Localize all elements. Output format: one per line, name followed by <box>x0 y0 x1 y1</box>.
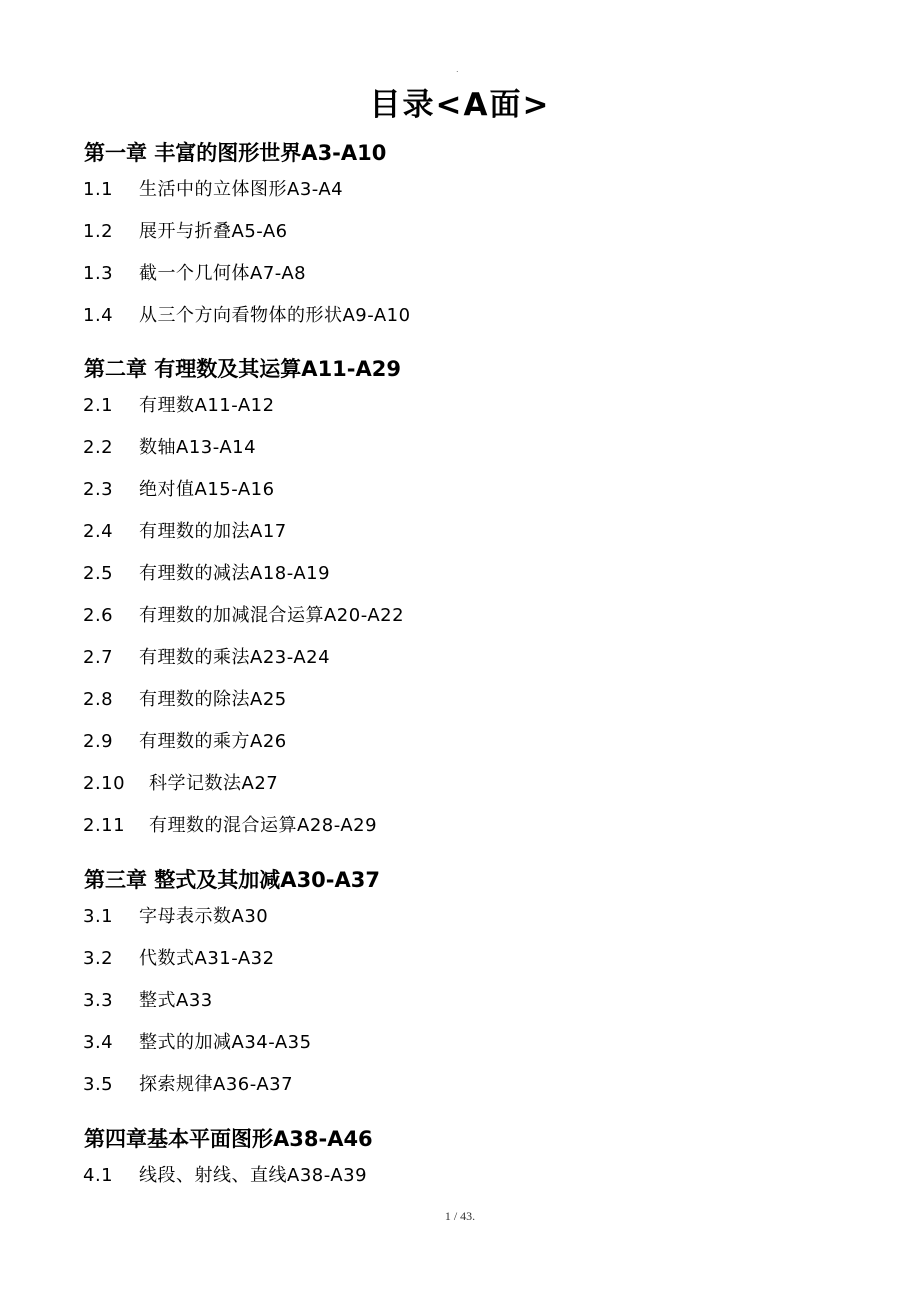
page-number: 1 / 43. <box>444 1209 476 1223</box>
section-title: 从三个方向看物体的形状A9-A10 <box>139 305 411 326</box>
toc-entry <box>83 946 275 972</box>
section-number: 4.1 <box>83 1165 114 1186</box>
section-number: 2.7 <box>83 647 114 668</box>
toc-entry <box>83 1072 293 1098</box>
section-number: 1.4 <box>83 305 114 326</box>
section-number: 3.2 <box>83 948 114 969</box>
toc-entry <box>83 261 306 287</box>
section-title: 数轴A13-A14 <box>139 437 257 458</box>
section-title: 截一个几何体A7-A8 <box>139 263 307 284</box>
page-title: 目录<A面> <box>369 87 551 123</box>
section-title: 有理数的减法A18-A19 <box>139 563 331 584</box>
section-number: 2.6 <box>83 605 114 626</box>
section-number: 2.4 <box>83 521 114 542</box>
section-number: 1.2 <box>83 221 114 242</box>
toc-entry <box>83 519 287 545</box>
toc-entry <box>83 219 288 245</box>
toc-entry <box>83 603 404 629</box>
chapter-heading: 第三章 整式及其加减A30-A37 <box>84 868 380 892</box>
toc-entry <box>83 435 256 461</box>
section-number: 3.4 <box>83 1032 114 1053</box>
chapter-heading: 第四章基本平面图形A38-A46 <box>84 1127 373 1151</box>
section-number: 2.3 <box>83 479 114 500</box>
toc-entry <box>83 988 213 1014</box>
section-number: 2.1 <box>83 395 114 416</box>
section-title: 有理数的除法A25 <box>139 689 287 710</box>
section-number: 2.9 <box>83 731 114 752</box>
chapter-heading: 第一章 丰富的图形世界A3-A10 <box>84 141 387 165</box>
section-number: 3.5 <box>83 1074 114 1095</box>
toc-entry <box>83 687 287 713</box>
section-title: 有理数A11-A12 <box>139 395 275 416</box>
section-number: 2.11 <box>83 815 126 836</box>
toc-entry <box>83 561 330 587</box>
toc-entry <box>83 771 278 797</box>
section-title: 代数式A31-A32 <box>139 948 275 969</box>
toc-entry <box>83 645 330 671</box>
toc-entry <box>83 303 411 329</box>
toc-entry <box>83 393 275 419</box>
section-number: 2.10 <box>83 773 126 794</box>
section-number: 2.2 <box>83 437 114 458</box>
section-title: 有理数的加减混合运算A20-A22 <box>139 605 405 626</box>
section-number: 2.8 <box>83 689 114 710</box>
toc-entry <box>83 904 268 930</box>
chapter-heading: 第二章 有理数及其运算A11-A29 <box>84 357 401 381</box>
section-number: 3.1 <box>83 906 114 927</box>
toc-entry <box>83 729 287 755</box>
toc-entry <box>83 1030 312 1056</box>
header-mark: . <box>456 65 459 74</box>
section-title: 探索规律A36-A37 <box>139 1074 294 1095</box>
section-number: 2.5 <box>83 563 114 584</box>
section-number: 3.3 <box>83 990 114 1011</box>
section-title: 字母表示数A30 <box>139 906 269 927</box>
section-title: 有理数的乘方A26 <box>139 731 287 752</box>
section-title: 绝对值A15-A16 <box>139 479 275 500</box>
section-number: 1.3 <box>83 263 114 284</box>
section-title: 有理数的混合运算A28-A29 <box>149 815 378 836</box>
section-title: 线段、射线、直线A38-A39 <box>139 1165 368 1186</box>
toc-entry <box>83 177 343 203</box>
section-title: 生活中的立体图形A3-A4 <box>139 179 344 200</box>
section-number: 1.1 <box>83 179 114 200</box>
section-title: 有理数的乘法A23-A24 <box>139 647 331 668</box>
toc-entry <box>83 477 275 503</box>
toc-entry <box>83 813 377 839</box>
section-title: 展开与折叠A5-A6 <box>139 221 288 242</box>
section-title: 科学记数法A27 <box>149 773 279 794</box>
section-title: 整式A33 <box>139 990 213 1011</box>
section-title: 有理数的加法A17 <box>139 521 287 542</box>
section-title: 整式的加减A34-A35 <box>139 1032 312 1053</box>
toc-entry <box>83 1163 367 1189</box>
